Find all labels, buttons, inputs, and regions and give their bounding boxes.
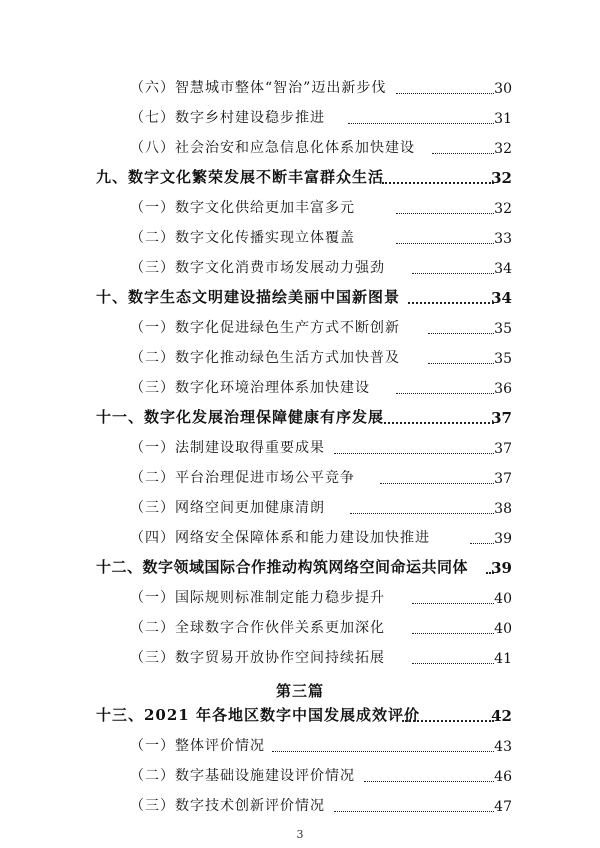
toc-page-number: 39 [494, 531, 512, 547]
toc-entry-label: （二）平台治理促进市场公平竞争 [130, 470, 355, 486]
dot-leader [348, 123, 494, 124]
toc-page-number: 40 [494, 621, 512, 637]
dot-leader [408, 302, 494, 304]
toc-entry-label: （一）国际规则标准制定能力稳步提升 [130, 590, 385, 606]
dot-leader [428, 333, 494, 334]
dot-leader [334, 811, 494, 812]
dot-leader [364, 781, 494, 782]
toc-entry[interactable] [0, 493, 600, 523]
toc-entry[interactable] [0, 791, 600, 821]
toc-entry[interactable] [0, 731, 600, 761]
dot-leader [428, 363, 494, 364]
toc-entry[interactable] [0, 373, 600, 403]
toc-chapter-label: 十、数字生态文明建设描绘美丽中国新图景 [96, 288, 401, 306]
toc-entry-label: （三）数字贸易开放协作空间持续拓展 [130, 650, 385, 666]
toc-chapter-label: 九、数字文化繁荣发展不断丰富群众生活 [96, 168, 385, 186]
toc-page-number: 37 [494, 441, 512, 457]
toc-entry-label: （二）数字基础设施建设评价情况 [130, 768, 355, 784]
toc-entry-label: （三）数字文化消费市场发展动力强劲 [130, 260, 385, 276]
dot-leader [350, 513, 494, 514]
dot-leader [334, 453, 494, 454]
toc-page-number: 33 [494, 231, 512, 247]
toc-page-number: 37 [494, 471, 512, 487]
toc-page-number: 38 [494, 501, 512, 517]
toc-entry[interactable] [0, 643, 600, 673]
toc-entry[interactable] [0, 73, 600, 103]
toc-entry-label: （一）法制建设取得重要成果 [130, 440, 325, 456]
toc-chapter-entry[interactable] [0, 553, 600, 583]
dot-leader [396, 393, 494, 394]
toc-chapter-label: 十三、2021 年各地区数字中国发展成效评价 [96, 706, 420, 724]
toc-page-number: 30 [494, 81, 512, 97]
toc-entry[interactable] [0, 253, 600, 283]
toc-entry[interactable] [0, 463, 600, 493]
toc-page-number: 32 [494, 201, 512, 217]
dot-leader [412, 273, 494, 274]
dot-leader [396, 93, 494, 94]
dot-leader [272, 751, 494, 752]
toc-page-number: 35 [494, 351, 512, 367]
toc-page-number: 47 [494, 799, 512, 815]
dot-leader [412, 633, 494, 634]
toc-entry[interactable] [0, 223, 600, 253]
toc-entry[interactable] [0, 313, 600, 343]
toc-page-number: 32 [491, 169, 512, 187]
dot-leader [396, 213, 494, 214]
dot-leader [380, 483, 494, 484]
toc-page-number: 39 [491, 559, 512, 577]
toc-entry-label: （八）社会治安和应急信息化体系加快建设 [130, 140, 415, 156]
toc-page-number: 46 [494, 769, 512, 785]
toc-page-number: 32 [494, 141, 512, 157]
toc-chapter-entry[interactable] [0, 283, 600, 313]
toc-chapter-label: 十二、数字领域国际合作推动构筑网络空间命运共同体 [96, 558, 469, 576]
toc-page-number: 35 [494, 321, 512, 337]
toc-page-number: 43 [494, 739, 512, 755]
toc-entry[interactable] [0, 761, 600, 791]
dot-leader [384, 422, 494, 424]
toc-page-number: 31 [494, 111, 512, 127]
toc-entry-label: （一）整体评价情况 [130, 738, 265, 754]
toc-entry[interactable] [0, 433, 600, 463]
toc-entry-label: （二）数字文化传播实现立体覆盖 [130, 230, 355, 246]
toc-entry[interactable] [0, 133, 600, 163]
toc-page-number: 36 [494, 381, 512, 397]
toc-page-number: 34 [494, 261, 512, 277]
part-heading: 第三篇 [275, 682, 324, 700]
toc-entry[interactable] [0, 103, 600, 133]
toc-entry-label: （三）数字技术创新评价情况 [130, 798, 325, 814]
toc-entry-label: （二）数字化推动绿色生活方式加快普及 [130, 350, 400, 366]
toc-chapter-entry[interactable] [0, 163, 600, 193]
dot-leader [470, 543, 494, 544]
dot-leader [402, 720, 494, 722]
toc-entry[interactable] [0, 613, 600, 643]
toc-page-number: 41 [494, 651, 512, 667]
toc-entry[interactable] [0, 523, 600, 553]
toc-entry-label: （一）数字文化供给更加丰富多元 [130, 200, 355, 216]
toc-chapter-label: 十一、数字化发展治理保障健康有序发展 [96, 408, 385, 426]
toc-page-number: 37 [491, 409, 512, 427]
toc-entry-label: （三）网络空间更加健康清朗 [130, 500, 325, 516]
toc-entry-label: （七）数字乡村建设稳步推进 [130, 110, 325, 126]
toc-entry-label: （二）全球数字合作伙伴关系更加深化 [130, 620, 385, 636]
toc-entry[interactable] [0, 343, 600, 373]
dot-leader [396, 243, 494, 244]
toc-entry[interactable] [0, 193, 600, 223]
toc-entry-label: （三）数字化环境治理体系加快建设 [130, 380, 370, 396]
toc-entry[interactable] [0, 583, 600, 613]
toc-page-number: 40 [494, 591, 512, 607]
toc-chapter-entry[interactable] [0, 403, 600, 433]
page-number: 3 [296, 828, 304, 841]
dot-leader [382, 182, 494, 184]
toc-chapter-entry[interactable] [0, 701, 600, 731]
toc-page-number: 42 [491, 707, 512, 725]
dot-leader [412, 663, 494, 664]
dot-leader [412, 603, 494, 604]
dot-leader [432, 153, 494, 154]
toc-entry-label: （一）数字化促进绿色生产方式不断创新 [130, 320, 400, 336]
toc-entry-label: （四）网络安全保障体系和能力建设加快推进 [130, 530, 430, 546]
toc-page-number: 34 [491, 289, 512, 307]
toc-entry-label: （六）智慧城市整体“智治”迈出新步伐 [130, 80, 387, 96]
